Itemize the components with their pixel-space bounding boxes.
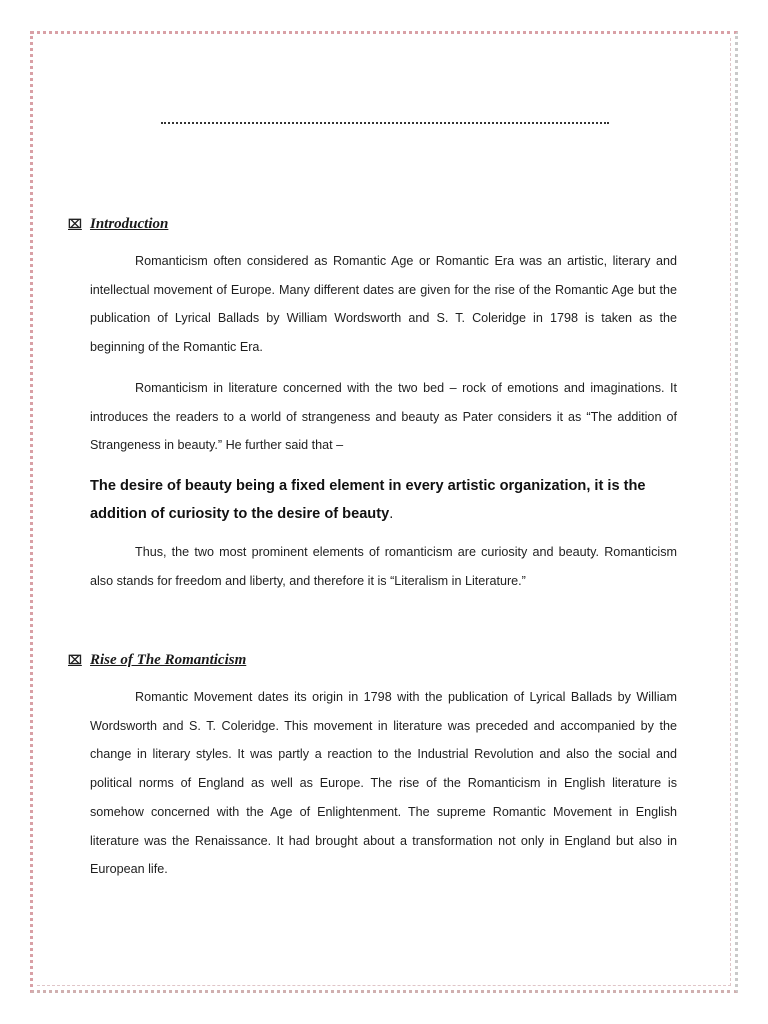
heading-text: Introduction	[90, 216, 169, 232]
intro-closing-paragraph: Thus, the two most prominent elements of romanticism are curiosity and beauty. Romanticism also stands for freedom and liberty, and therefore it is “Literalism in Literature.”	[90, 545, 677, 588]
checkbox-bullet-icon: ⌧	[68, 217, 82, 231]
intro-paragraph-1: Romanticism often considered as Romantic Age or Romantic Era was an artistic, literary and intellectual movement of Europe. Many different dates are given for the rise of the Romantic Age but the publication of Lyrical Ballads by William Wordsworth and S. T. Coleridge in 1798 is taken as the beginning of the Romantic Era.	[90, 254, 677, 355]
heading-text: Rise of The Romanticism	[90, 652, 247, 668]
header-dotted-rule	[161, 122, 609, 124]
rise-paragraph-1: Romantic Movement dates its origin in 1798 with the publication of Lyrical Ballads by William Wordsworth and S. T. Coleridge. This movement in literature was preceded and accompanied by the change in literary styles. It was partly a reaction to the Industrial Revolution and also the social and political norms of England as well as Europe. The rise of the Romanticism in English literature is somehow concerned with the Age of Enlightenment. The supreme Romantic Movement in English literature was the Renaissance. It had brought about a transformation not only in England but also in European life.	[90, 690, 677, 877]
pater-quote	[90, 472, 680, 528]
section-heading-introduction	[68, 216, 168, 233]
quote-text: The desire of beauty being a fixed element in every artistic organization, it is the addition of curiosity to the desire of beauty	[90, 478, 646, 522]
section-heading-rise-of-romanticism	[68, 652, 246, 669]
quote-end: .	[389, 506, 394, 522]
checkbox-bullet-icon: ⌧	[68, 653, 82, 667]
intro-paragraph-2: Romanticism in literature concerned with the two bed – rock of emotions and imaginations. It introduces the readers to a world of strangeness and beauty as Pater considers it as “The addition of Strangeness in beauty.” He further said that –	[90, 381, 677, 453]
